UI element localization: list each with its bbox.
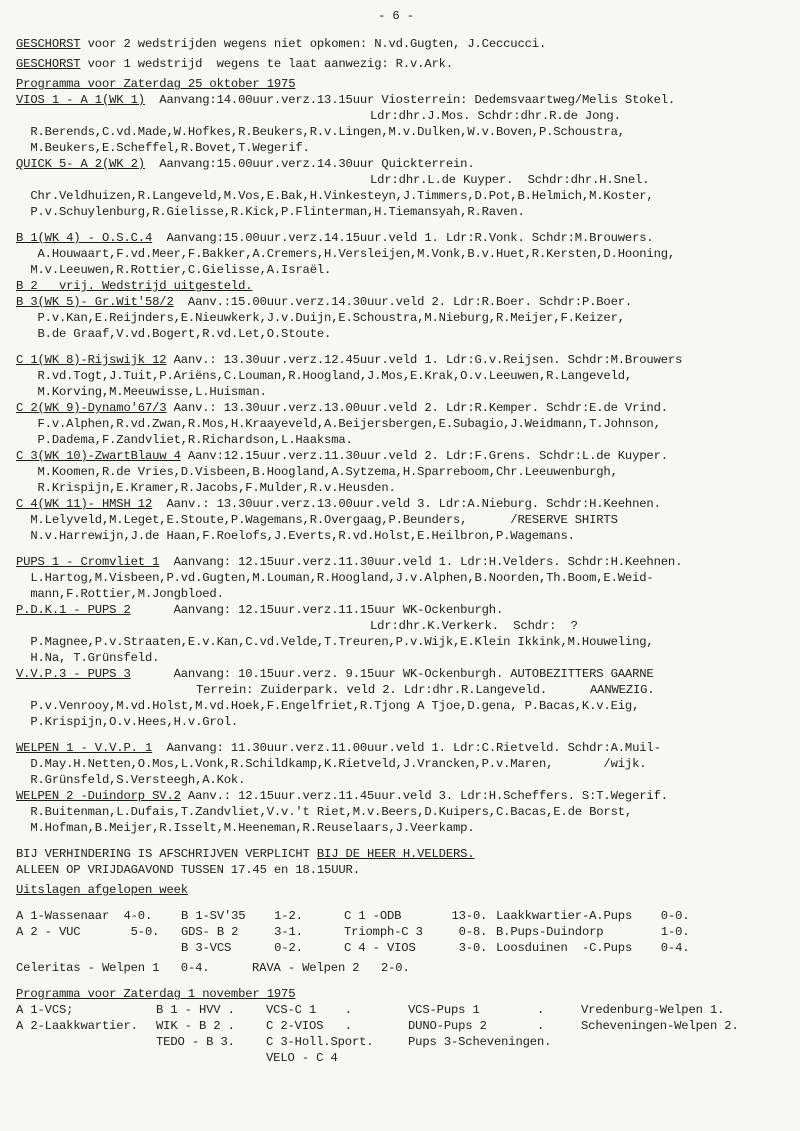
match-header: C 1(WK 8)-Rijswijk 12 Aanv.: 13.30uur.verz.12.45uur.veld 1. Ldr:G.v.Reijsen. Schdr:M.Brouwers: [16, 353, 683, 367]
player-list-line: P.v.Schuylenburg,R.Gielisse,R.Kick,P.Flinterman,H.Tiemansyah,R.Raven.: [16, 205, 525, 219]
player-list-line: M.Korving,M.Meeuwisse,L.Huisman.: [16, 385, 267, 399]
player-list-line: R.Buitenman,L.Dufais,T.Zandvliet,V.v.'t Riet,M.v.Beers,D.Kuipers,C.Bacas,E.de Borst,: [16, 805, 633, 819]
program-row: A 1-VCS; B 1 - HVV . VCS-C 1 . VCS-Pups 1 . Vredenburg-Welpen 1.: [16, 1003, 725, 1017]
player-list-line: mann,F.Rottier,M.Jongbloed.: [16, 587, 224, 601]
suspension-line-1: GESCHORST voor 2 wedstrijden wegens niet opkomen: N.vd.Gugten, J.Ceccucci.: [16, 37, 547, 51]
player-list-line: D.May.H.Netten,O.Mos,L.Vonk,R.Schildkamp,K.Rietveld,J.Vrancken,P.v.Maren, /wijk.: [16, 757, 647, 771]
results-row: Celeritas - Welpen 1 0-4. RAVA - Welpen 2 2-0.: [16, 961, 410, 975]
match-header: B 1(WK 4) - O.S.C.4 Aanvang:15.00uur.verz.14.15uur.veld 1. Ldr:R.Vonk. Schdr:M.Brouwers.: [16, 231, 654, 245]
match-header: B 3(WK 5)- Gr.Wit'58/2 Aanv.:15.00uur.verz.14.30uur.veld 2. Ldr:R.Boer. Schdr:P.Boer.: [16, 295, 633, 309]
match-header: QUICK 5- A 2(WK 2) Aanvang:15.00uur.verz.14.30uur Quickterrein.: [16, 157, 475, 171]
player-list-line: P.v.Kan,E.Reijnders,E.Nieuwkerk,J.v.Duijn,E.Schoustra,M.Nieburg,R.Meijer,F.Keizer,: [16, 311, 625, 325]
program-row: A 2-Laakkwartier. WIK - B 2 . C 2-VIOS . DUNO-Pups 2 . Scheveningen-Welpen 2.: [16, 1019, 739, 1033]
match-officials: Ldr:dhr.J.Mos. Schdr:dhr.R.de Jong.: [370, 109, 621, 123]
player-list-line: M.Lelyveld,M.Leget,E.Stoute,P.Wagemans,R.Overgaag,P.Beunders, /RESERVE SHIRTS: [16, 513, 618, 527]
results-row: A 1-Wassenaar 4-0. B 1-SV'35 1-2. C 1 -ODB 13-0. Laakkwartier-A.Pups 0-0.: [16, 909, 690, 923]
match-header: VIOS 1 - A 1(WK 1) Aanvang:14.00uur.verz.13.15uur Viosterrein: Dedemsvaartweg/Melis Stokel.: [16, 93, 676, 107]
player-list-line: M.v.Leeuwen,R.Rottier,C.Gielisse,A.Israël.: [16, 263, 332, 277]
free-match-note: B 2 vrij. Wedstrijd uitgesteld.: [16, 279, 253, 293]
player-list-line: A.Houwaart,F.vd.Meer,F.Bakker,A.Cremers,H.Versleijen,M.Vonk,B.v.Huet,R.Kersten,D.Hooning,: [16, 247, 676, 261]
player-list-line: R.Krispijn,E.Kramer,R.Jacobs,F.Mulder,R.v.Heusden.: [16, 481, 396, 495]
program-heading-1-nov: Programma voor Zaterdag 1 november 1975: [16, 987, 296, 1001]
program-heading-25-oct: Programma voor Zaterdag 25 oktober 1975: [16, 77, 296, 91]
player-list-line: F.v.Alphen,R.vd.Zwan,R.Mos,H.Kraayeveld,A.Beijersbergen,E.Subagio,J.Weidmann,T.Johnson,: [16, 417, 661, 431]
program-row: VELO - C 4: [266, 1051, 338, 1065]
player-list-line: R.vd.Togt,J.Tuit,P.Ariëns,C.Louman,R.Hoogland,J.Mos,E.Krak,O.v.Leeuwen,R.Langeveld,: [16, 369, 633, 383]
match-header: WELPEN 2 -Duindorp SV.2 Aanv.: 12.15uur.verz.11.45uur.veld 3. Ldr:H.Scheffers. S:T.Wegerif.: [16, 789, 668, 803]
player-list-line: M.Beukers,E.Scheffel,R.Bovet,T.Wegerif.: [16, 141, 310, 155]
match-header: P.D.K.1 - PUPS 2 Aanvang: 12.15uur.verz.11.15uur WK-Ockenburgh.: [16, 603, 504, 617]
player-list-line: Chr.Veldhuizen,R.Langeveld,M.Vos,E.Bak,H.Vinkesteyn,J.Timmers,D.Pot,B.Helmich,M.Koster,: [16, 189, 654, 203]
match-officials: Ldr:dhr.L.de Kuyper. Schdr:dhr.H.Snel.: [370, 173, 650, 187]
match-header: PUPS 1 - Cromvliet 1 Aanvang: 12.15uur.verz.11.30uur.veld 1. Ldr:H.Velders. Schdr:H.Keehnen.: [16, 555, 683, 569]
player-list-line: R.Grünsfeld,S.Versteegh,A.Kok.: [16, 773, 246, 787]
match-officials: Terrein: Zuiderpark. veld 2. Ldr:dhr.R.Langeveld. AANWEZIG.: [196, 683, 655, 697]
match-header: C 3(WK 10)-ZwartBlauw 4 Aanv:12.15uur.verz.11.30uur.veld 2. Ldr:F.Grens. Schdr:L.de Kuyper.: [16, 449, 668, 463]
match-header: V.V.P.3 - PUPS 3 Aanvang: 10.15uur.verz. 9.15uur WK-Ockenburgh. AUTOBEZITTERS GAARNE: [16, 667, 654, 681]
match-header: C 2(WK 9)-Dynamo'67/3 Aanv.: 13.30uur.verz.13.00uur.veld 2. Ldr:R.Kemper. Schdr:E.de Vrind.: [16, 401, 668, 415]
results-row: B 3-VCS 0-2. C 4 - VIOS 3-0. Loosduinen -C.Pups 0-4.: [181, 941, 690, 955]
player-list-line: R.Berends,C.vd.Made,W.Hofkes,R.Beukers,R.v.Lingen,M.v.Dulken,W.v.Boven,P.Schoustra,: [16, 125, 625, 139]
player-list-line: P.v.Venrooy,M.vd.Holst,M.vd.Hoek,F.Engelfriet,R.Tjong A Tjoe,D.gena, P.Bacas,K.v.Eig,: [16, 699, 640, 713]
player-list-line: B.de Graaf,V.vd.Bogert,R.vd.Let,O.Stoute.: [16, 327, 332, 341]
player-list-line: H.Na, T.Grünsfeld.: [16, 651, 160, 665]
player-list-line: L.Hartog,M.Visbeen,P.vd.Gugten,M.Louman,R.Hoogland,J.v.Alphen,B.Noorden,Th.Boom,E.Weid-: [16, 571, 654, 585]
program-row: TEDO - B 3. C 3-Holl.Sport. Pups 3-Scheveningen.: [156, 1035, 552, 1049]
results-heading: Uitslagen afgelopen week: [16, 883, 188, 897]
page-number: - 6 -: [378, 9, 414, 23]
player-list-line: M.Koomen,R.de Vries,D.Visbeen,B.Hoogland,A.Sytzema,H.Sparreboom,Chr.Leeuwenburgh,: [16, 465, 618, 479]
notice-line: ALLEEN OP VRIJDAGAVOND TUSSEN 17.45 en 18.15UUR.: [16, 863, 360, 877]
match-header: WELPEN 1 - V.V.P. 1 Aanvang: 11.30uur.verz.11.00uur.veld 1. Ldr:C.Rietveld. Schdr:A.Muil-: [16, 741, 661, 755]
player-list-line: P.Dadema,F.Zandvliet,R.Richardson,L.Haaksma.: [16, 433, 353, 447]
notice-line: BIJ VERHINDERING IS AFSCHRIJVEN VERPLICHT BIJ DE HEER H.VELDERS.: [16, 847, 475, 861]
player-list-line: P.Krispijn,O.v.Hees,H.v.Grol.: [16, 715, 239, 729]
match-header: C 4(WK 11)- HMSH 12 Aanv.: 13.30uur.verz.13.00uur.veld 3. Ldr:A.Nieburg. Schdr:H.Keehnen.: [16, 497, 661, 511]
player-list-line: M.Hofman,B.Meijer,R.Isselt,M.Heeneman,R.Reuselaars,J.Veerkamp.: [16, 821, 475, 835]
match-officials: Ldr:dhr.K.Verkerk. Schdr: ?: [370, 619, 578, 633]
player-list-line: N.v.Harrewijn,J.de Haan,F.Roelofs,J.Everts,R.vd.Holst,E.Heilbron,P.Wagemans.: [16, 529, 575, 543]
suspension-line-2: GESCHORST voor 1 wedstrijd wegens te laat aanwezig: R.v.Ark.: [16, 57, 453, 71]
results-row: A 2 - VUC 5-0. GDS- B 2 3-1. Triomph-C 3 0-8. B.Pups-Duindorp 1-0.: [16, 925, 690, 939]
player-list-line: P.Magnee,P.v.Straaten,E.v.Kan,C.vd.Velde,T.Treuren,P.v.Wijk,E.Klein Ikkink,M.Houweling,: [16, 635, 654, 649]
